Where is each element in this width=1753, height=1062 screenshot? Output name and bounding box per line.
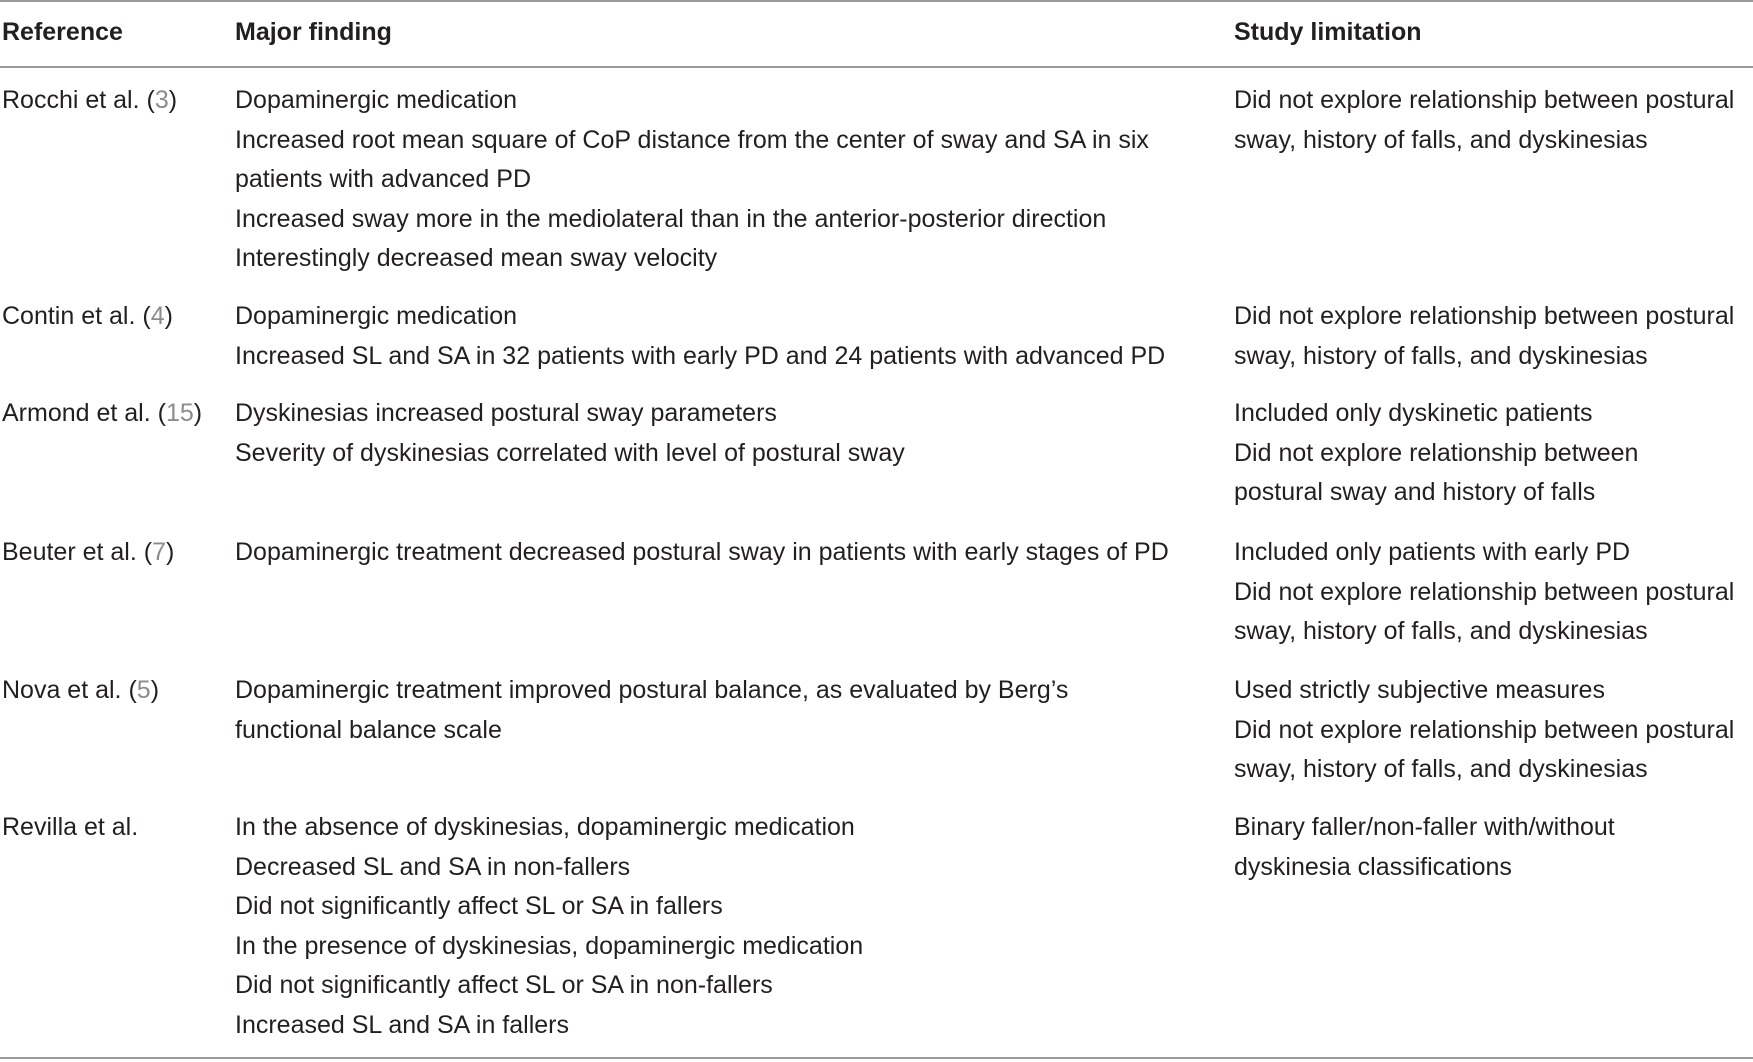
limitation-line: Binary faller/non-faller with/without <box>1234 813 1615 841</box>
finding-line: In the presence of dyskinesias, dopaminergic medication <box>235 931 864 960</box>
finding-line: Did not significantly affect SL or SA in fallers <box>235 892 723 920</box>
limitation-line: sway, history of falls, and dyskinesias <box>1234 755 1648 783</box>
limitation-cell <box>1234 394 1753 513</box>
finding-line: Dopaminergic medication <box>235 302 518 330</box>
reference-name: Contin et al. ( <box>2 302 151 330</box>
finding-cell <box>235 671 1210 750</box>
limitation-cell <box>1234 297 1753 376</box>
limitation-cell <box>1234 671 1753 790</box>
limitation-line: Did not explore relationship between <box>1234 438 1639 467</box>
finding-cell <box>235 81 1210 279</box>
finding-line: Severity of dyskinesias correlated with level of postural sway <box>235 438 905 467</box>
reference-cell <box>2 297 227 337</box>
finding-cell <box>235 297 1210 376</box>
reference-close: ) <box>193 399 203 427</box>
limitation-line: Did not explore relationship between postural <box>1234 86 1735 114</box>
table-bottom-rule <box>0 1057 1753 1059</box>
finding-line: Dopaminergic medication <box>235 86 518 114</box>
citation-link[interactable]: 5 <box>136 676 151 704</box>
finding-cell <box>235 533 1210 573</box>
reference-name: Nova et al. ( <box>2 676 137 704</box>
reference-cell <box>2 81 227 121</box>
reference-name: Armond et al. ( <box>2 399 166 427</box>
reference-cell <box>2 394 227 434</box>
header-major-finding: Major finding <box>235 18 392 46</box>
reference-cell <box>2 808 227 848</box>
reference-cell <box>2 671 227 711</box>
finding-line: patients with advanced PD <box>235 165 532 193</box>
reference-name: Rocchi et al. ( <box>2 86 155 114</box>
finding-line: Did not significantly affect SL or SA in non-fallers <box>235 971 773 999</box>
limitation-line: dyskinesia classifications <box>1234 852 1512 881</box>
finding-line: Dyskinesias increased postural sway parameters <box>235 399 777 427</box>
finding-line: Increased SL and SA in fallers <box>235 1010 569 1039</box>
finding-line: In the absence of dyskinesias, dopaminergic medication <box>235 813 855 841</box>
limitation-line: Included only patients with early PD <box>1234 538 1631 566</box>
header-reference: Reference <box>2 18 123 46</box>
reference-name: Beuter et al. ( <box>2 538 153 566</box>
finding-line: Increased root mean square of CoP distance from the center of sway and SA in six <box>235 125 1149 154</box>
limitation-line: sway, history of falls, and dyskinesias <box>1234 617 1648 645</box>
reference-name: Revilla et al. <box>2 813 139 841</box>
finding-cell <box>235 808 1210 1045</box>
limitation-cell <box>1234 808 1753 887</box>
finding-line: functional balance scale <box>235 715 502 744</box>
finding-line: Dopaminergic treatment improved postural balance, as evaluated by Berg’s <box>235 676 1069 704</box>
reference-close: ) <box>165 538 175 566</box>
finding-line: Decreased SL and SA in non-fallers <box>235 852 631 881</box>
limitation-line: sway, history of falls, and dyskinesias <box>1234 341 1648 370</box>
limitation-line: Included only dyskinetic patients <box>1234 399 1593 427</box>
citation-link[interactable]: 7 <box>152 538 166 566</box>
citation-link[interactable]: 15 <box>165 399 194 427</box>
reference-close: ) <box>150 676 160 704</box>
limitation-line: Used strictly subjective measures <box>1234 676 1605 704</box>
limitation-line: postural sway and history of falls <box>1234 478 1596 506</box>
reference-close: ) <box>168 86 178 114</box>
finding-line: Increased SL and SA in 32 patients with early PD and 24 patients with advanced PD <box>235 341 1166 370</box>
limitation-line: Did not explore relationship between postural <box>1234 302 1735 330</box>
finding-line: Interestingly decreased mean sway velocity <box>235 244 718 272</box>
finding-line: Increased sway more in the mediolateral than in the anterior-posterior direction <box>235 204 1107 233</box>
limitation-line: Did not explore relationship between postural <box>1234 715 1735 744</box>
header-study-limitation: Study limitation <box>1234 18 1422 46</box>
limitation-cell <box>1234 81 1753 160</box>
limitation-cell <box>1234 533 1753 652</box>
limitation-line: sway, history of falls, and dyskinesias <box>1234 125 1648 154</box>
citation-link[interactable]: 3 <box>154 86 169 114</box>
citation-link[interactable]: 4 <box>150 302 165 330</box>
reference-close: ) <box>164 302 173 330</box>
limitation-line: Did not explore relationship between postural <box>1234 577 1735 606</box>
finding-line: Dopaminergic treatment decreased postural sway in patients with early stages of PD <box>235 538 1169 566</box>
table-header <box>0 0 1753 68</box>
reference-cell <box>2 533 227 573</box>
finding-cell <box>235 394 1210 473</box>
